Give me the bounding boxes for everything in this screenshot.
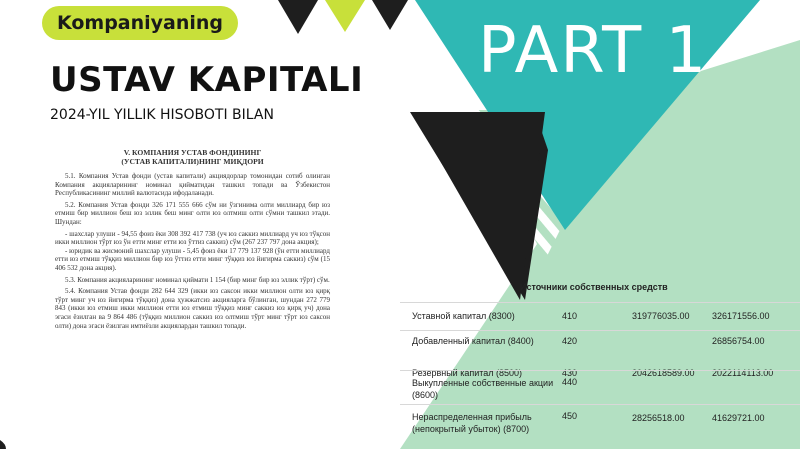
document-paragraph: - шахслар улуши - 94,55 фоиз ёки 308 392 417 738 (уч юз саккиз миллиард уч юз тўқсон икки миллион тўрт юз ўн етти минг етти юз ўттиз саккиз) сўм (267 237 797 дона акция);	[55, 229, 330, 247]
row-code: 420	[562, 336, 578, 346]
page-subtitle: 2024-YIL YILLIK HISOBOTI BILAN	[50, 107, 274, 123]
row-name: Резервный капитал (8500)	[412, 368, 523, 378]
top-triangle-2	[325, 0, 365, 32]
document-paragraph: 5.3. Компания акцияларининг номинал қиймати 1 154 (бир минг бир юз эллик тўрт) сўм.	[65, 275, 330, 284]
row-start-value: 2042618589.00	[632, 368, 695, 378]
row-end-value: 2022114113.00	[712, 368, 774, 378]
part-label: PART 1	[478, 14, 709, 88]
row-start-value: 319776035.00	[632, 311, 690, 321]
row-name: Уставной капитал (8300)	[412, 311, 515, 321]
document-heading-1: V. КОМПАНИЯ УСТАВ ФОНДИНИНГ	[123, 148, 262, 157]
table-row	[400, 370, 800, 405]
row-code: 430	[562, 368, 578, 378]
table-row	[400, 404, 800, 450]
row-name: Выкупленные собственные акции (8600)	[412, 378, 554, 400]
document-paragraph: - юридик ва жисмоний шахслар улуши - 5,45 фоиз ёки 17 779 137 928 (ўн етти миллиард етти юз етмиш тўққиз миллион бир юз ўттиз етти минг тўққиз юз йигирма саккиз) сўм (15 406 532 дона акция).	[55, 246, 330, 272]
table-title: Источники собственных средств	[520, 282, 668, 292]
row-end-value: 41629721.00	[712, 413, 765, 423]
row-code: 440	[562, 377, 578, 387]
row-name: Добавленный капитал (8400)	[412, 336, 534, 346]
header-badge: Kompaniyaning	[42, 6, 238, 40]
row-code: 410	[562, 311, 578, 321]
page-title: USTAV KAPITALI	[50, 60, 364, 100]
document-paragraph: 5.4. Компания Устав фонди 282 644 329 (икки юз саксон икки миллион олти юз қирқ тўрт минг уч юз йигирма тўққиз) дона ҳужжатсиз акцияларга бўлинган, шундан 272 779 843 (икки юз етмиш икки миллион етти юз етмиш тўққиз минг саккиз юз қирқ уч) дона эгаси ёзилган ва 9 864 486 (тўққиз миллион саккиз юз олтмиш тўрт минг тўрт юз саксон олти) дона эгаси ёзилган имтиёзли акциялардан ташкил топади.	[55, 287, 330, 330]
row-end-value: 326171556.00	[712, 311, 770, 321]
document-paragraph: 5.1. Компания Устав фонди (устав капитали) акциядорлар томонидан сотиб олинган Компания акцияларининг номинал қийматидан ташкил топади ва Ўзбекистон Республикасининг миллий валютасида ифодаланади.	[55, 172, 330, 198]
row-end-value: 26856754.00	[712, 336, 765, 346]
row-start-value: 28256518.00	[632, 413, 685, 423]
table-row	[400, 330, 800, 357]
corner-mark	[0, 440, 6, 449]
table-row	[400, 302, 800, 331]
document-heading-2: (УСТАВ КАПИТАЛИ)НИНГ МИҚДОРИ	[121, 157, 264, 166]
row-name: Нераспределенная прибыль (непокрытый убыток) (8700)	[412, 412, 532, 434]
row-code: 450	[562, 411, 578, 421]
top-triangle-3	[372, 0, 408, 30]
top-triangle-1	[278, 0, 318, 34]
charter-document-excerpt	[55, 148, 330, 333]
document-paragraph: 5.2. Компания Устав фонди 326 171 555 666 сўм ни ўзгинима олти миллиард бир юз етмиш бир миллион беш юз эллик беш минг олти юз олтмиш олти сўмни ташкил этади. Шундан:	[55, 200, 330, 226]
